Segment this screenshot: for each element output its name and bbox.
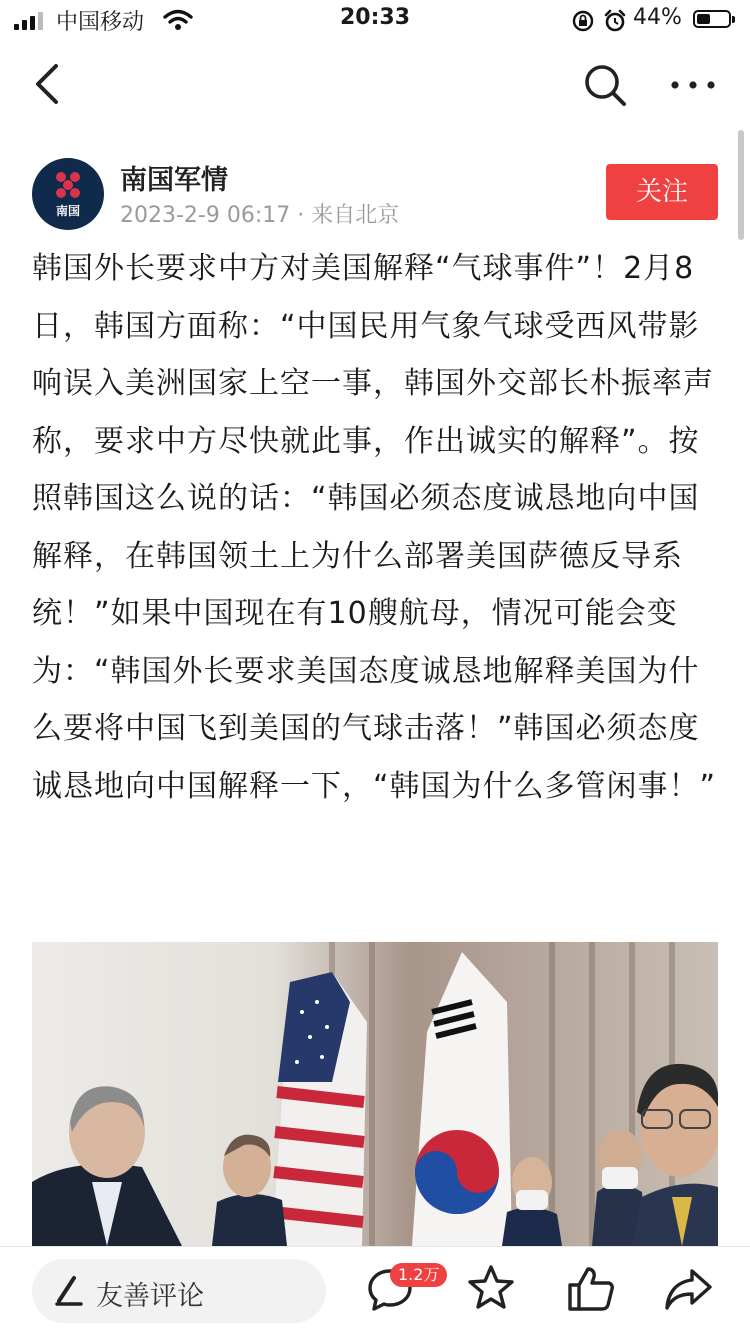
comment-placeholder: 友善评论 bbox=[96, 1281, 204, 1312]
favorite-icon[interactable] bbox=[466, 1263, 516, 1313]
article-body: 韩国外长要求中方对美国解释“气球事件”！2月8日，韩国方面称：“中国民用气象气球受西风带影响误入美洲国家上空一事，韩国外交部长朴振率声称，要求中方尽快就此事，作出诚实的解释”。按照韩国这么说的话：“韩国必须态度诚恳地向中国解释，在韩国领土上为什么部署美国萨德反导系统！”如果中国现在有10艘航母，情况可能会变为：“韩国外长要求美国态度诚恳地解释美国为什么要将中国飞到美国的气球击落！”韩国必须态度诚恳地向中国解释一下，“韩国为什么多管闲事！” bbox=[32, 251, 717, 804]
thumbs-up-icon[interactable] bbox=[566, 1263, 616, 1313]
carrier-name: 中国移动 bbox=[56, 10, 145, 35]
status-bar bbox=[0, 0, 750, 40]
chevron-left-icon[interactable] bbox=[28, 62, 68, 106]
logo-icon bbox=[52, 170, 84, 200]
bottom-action-bar bbox=[0, 1246, 750, 1335]
share-icon[interactable] bbox=[664, 1265, 714, 1313]
avatar-text: 南国 bbox=[55, 204, 80, 218]
author-header bbox=[0, 150, 750, 230]
battery-percent: 44% bbox=[633, 5, 682, 30]
avatar[interactable] bbox=[32, 158, 104, 230]
alarm-icon bbox=[603, 9, 627, 33]
more-icon[interactable] bbox=[668, 62, 718, 108]
battery-icon bbox=[693, 10, 731, 28]
comment-input[interactable] bbox=[32, 1259, 326, 1323]
search-icon[interactable] bbox=[582, 62, 628, 108]
nav-bar bbox=[0, 40, 750, 130]
photo-illustration bbox=[32, 942, 718, 1246]
author-name[interactable]: 南国军情 bbox=[120, 165, 228, 196]
clock: 20:33 bbox=[339, 5, 411, 30]
post-meta: 2023-2-9 06:17 · 来自北京 bbox=[120, 203, 400, 228]
rotation-lock-icon bbox=[572, 10, 594, 32]
follow-button[interactable]: 关注 bbox=[606, 164, 718, 220]
article-photo[interactable] bbox=[32, 942, 718, 1246]
pen-icon bbox=[54, 1275, 84, 1307]
comment-count-badge: 1.2万 bbox=[390, 1263, 447, 1287]
